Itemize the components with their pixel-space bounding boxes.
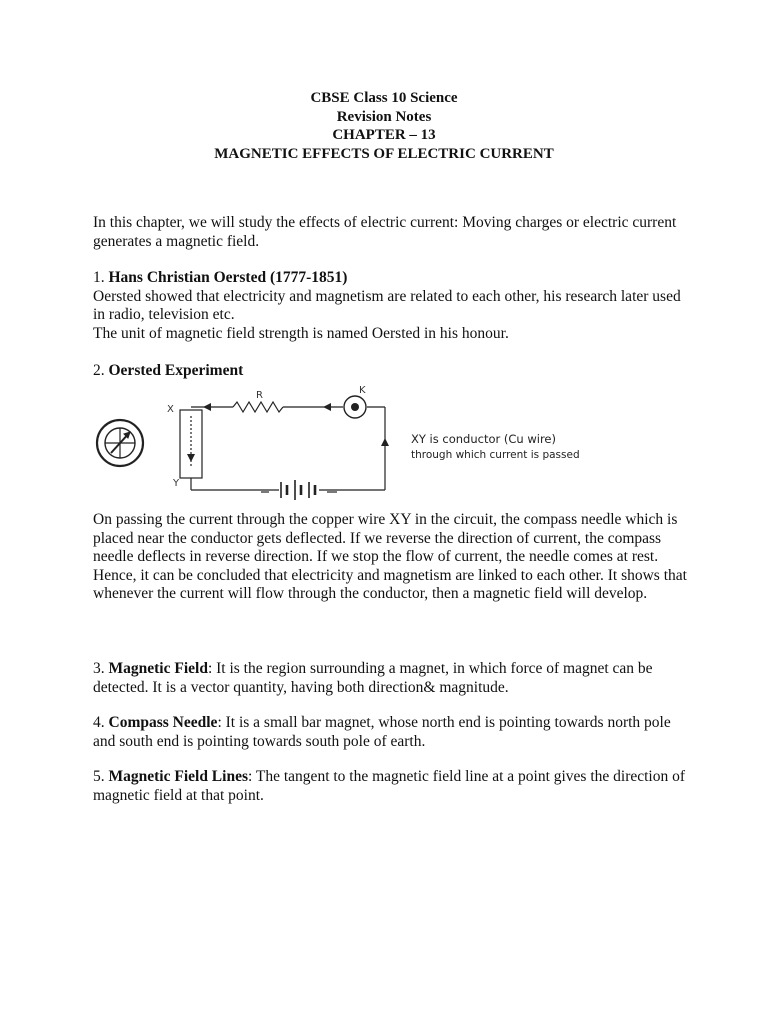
conductor-xy (180, 410, 202, 478)
section-paragraph: The unit of magnetic field strength is named Oersted in his honour. (93, 324, 509, 342)
section-heading (93, 269, 693, 288)
label-x: X (167, 404, 174, 415)
section-paragraph: Oersted showed that electricity and magnetism are related to each other, his research later used in radio, television etc. (93, 287, 681, 323)
section-number: 1. (93, 269, 105, 286)
section-paragraph (93, 714, 693, 751)
current-arrow-icon (323, 403, 331, 411)
figure-note-line1: XY is conductor (Cu wire) (411, 432, 556, 446)
section-magnetic-field-lines (93, 768, 693, 805)
section-magnetic-field (93, 660, 693, 697)
current-arrow-icon (381, 438, 389, 446)
section-title: Oersted Experiment (108, 362, 244, 379)
section-definition: : It is a small bar magnet, whose north end is pointing towards north pole and south end is pointing towards south pole of earth. (93, 714, 671, 750)
section-title: Hans Christian Oersted (1777-1851) (108, 269, 348, 286)
label-r: R (256, 390, 263, 401)
top-wire (191, 402, 385, 490)
compass-icon (97, 420, 143, 466)
document-header (0, 89, 768, 163)
header-line-subject: CBSE Class 10 Science (310, 90, 458, 106)
section-term: Magnetic Field Lines (108, 768, 248, 785)
section-oersted-experiment-body (93, 511, 693, 604)
section-number: 4. (93, 714, 105, 731)
header-line-notes: Revision Notes (336, 108, 432, 125)
key-switch-icon (344, 396, 366, 418)
circuit-diagram-svg (93, 386, 613, 506)
section-term: Magnetic Field (108, 660, 208, 677)
section-definition: : It is the region surrounding a magnet, in which force of magnet can be detected. It is a vector quantity, having both direction& magnitude. (93, 660, 653, 696)
section-number: 5. (93, 768, 105, 785)
figure-note-line2: through which current is passed (411, 449, 580, 461)
intro-text: In this chapter, we will study the effects of electric current: Moving charges or electric current generates a magnetic field. (93, 214, 677, 250)
header-line-title: MAGNETIC EFFECTS OF ELECTRIC CURRENT (214, 145, 554, 162)
label-k: K (359, 386, 366, 396)
section-oersted-experiment-heading (93, 362, 693, 381)
intro-paragraph (93, 214, 693, 251)
section-compass-needle (93, 714, 693, 751)
section-heading (93, 362, 693, 381)
section-oersted (93, 269, 693, 343)
current-arrow-icon (203, 403, 211, 411)
section-definition: : The tangent to the magnetic field line at a point gives the direction of magnetic field at that point. (93, 768, 686, 804)
label-y: Y (173, 478, 180, 489)
header-line-chapter: CHAPTER – 13 (332, 127, 436, 143)
circuit-diagram (93, 386, 613, 506)
section-paragraph (93, 768, 693, 805)
section-number: 2. (93, 362, 105, 379)
section-paragraph: On passing the current through the copper wire XY in the circuit, the compass needle which is placed near the conductor gets deflected. If we reverse the direction of current, the compass needle deflects in reverse direction. If we stop the flow of current, the needle comes at rest. (93, 511, 678, 565)
section-paragraph: Hence, it can be concluded that electricity and magnetism are linked to each other. It shows that whenever the current will flow through the conductor, then a magnetic field will develop. (93, 566, 687, 602)
section-paragraph (93, 660, 693, 697)
section-number: 3. (93, 660, 105, 677)
section-term: Compass Needle (108, 714, 218, 731)
